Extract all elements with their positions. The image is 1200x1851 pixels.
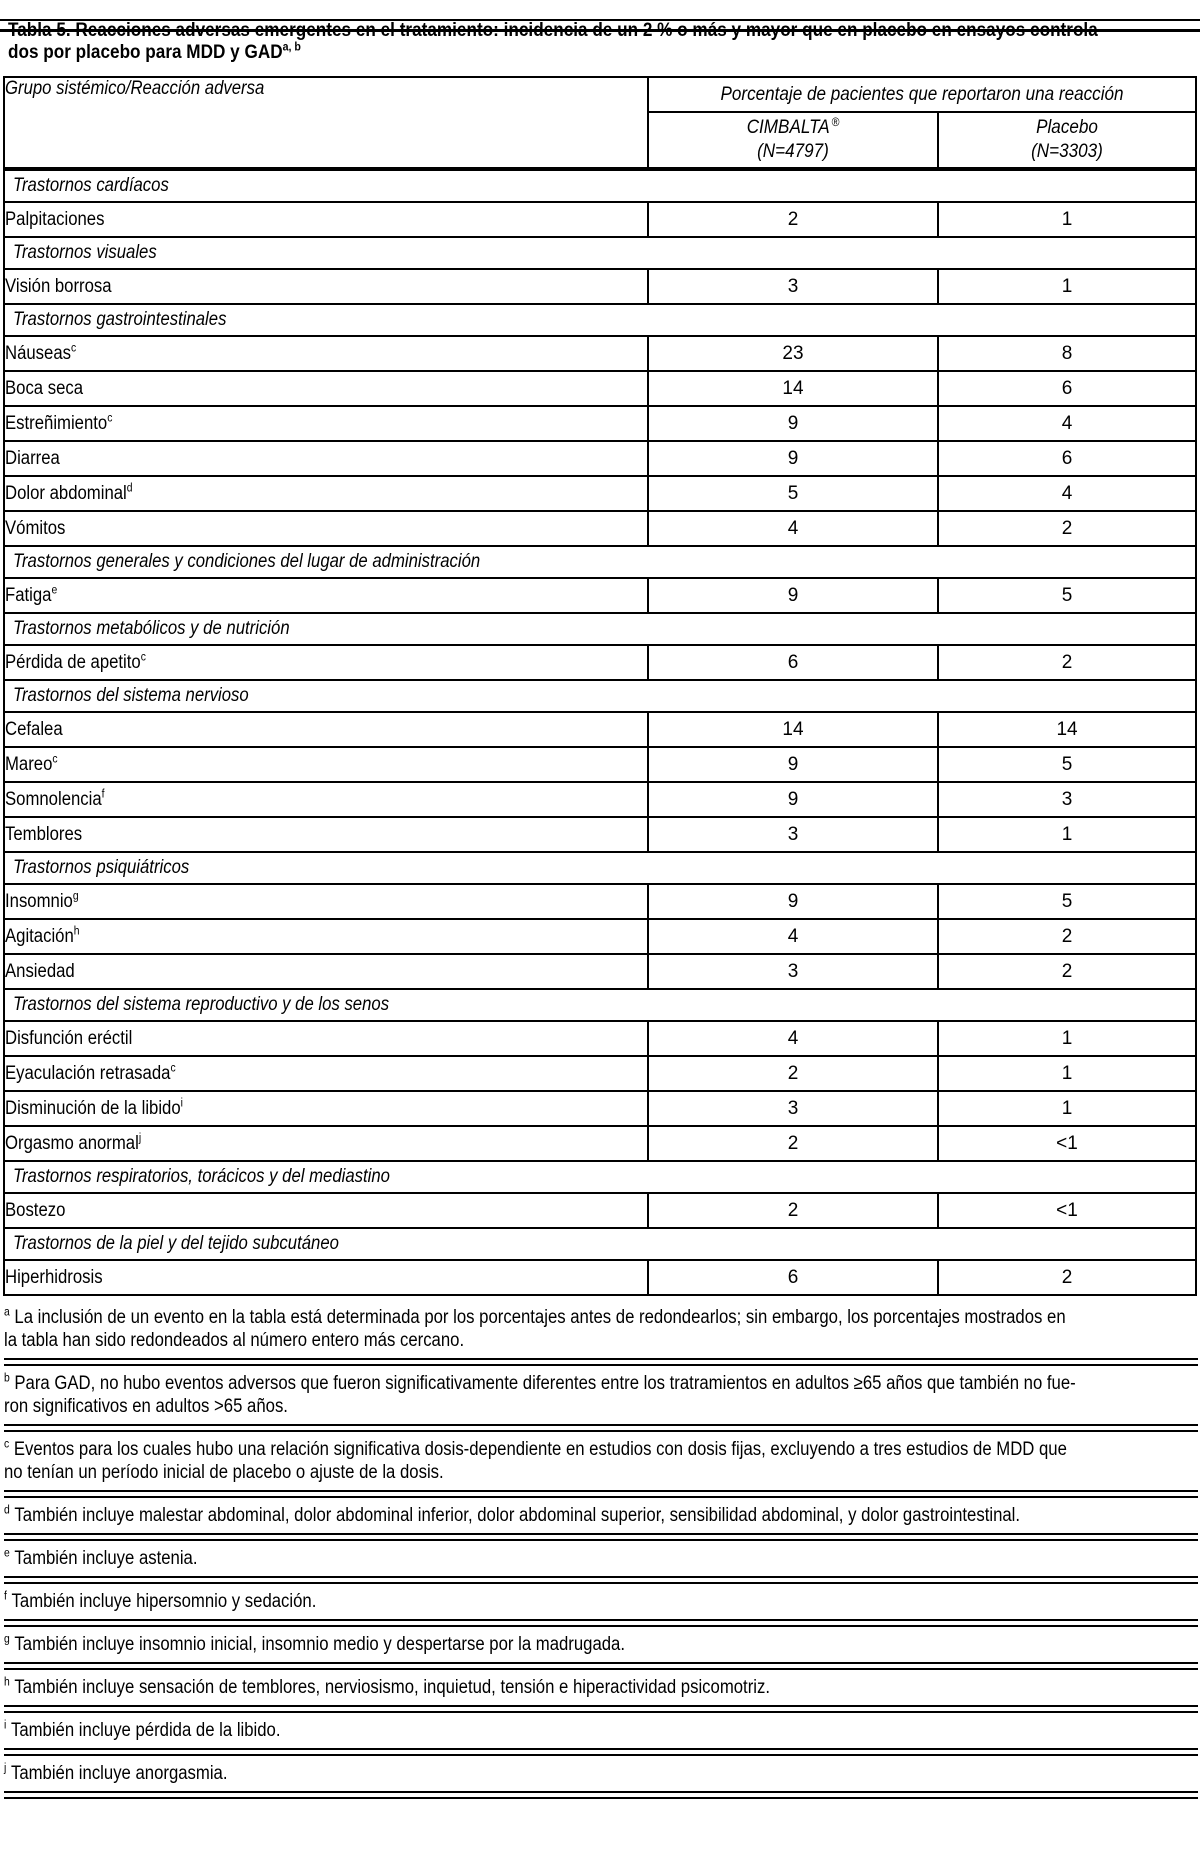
reaction-label: Ansiedad <box>4 954 648 989</box>
footnote-marker: i <box>180 1096 183 1110</box>
reaction-label: Orgasmo anormal$^j$ <box>4 1126 648 1161</box>
adverse-reaction-row <box>4 954 1196 989</box>
bottom-rule <box>4 1791 1198 1799</box>
placebo-value: 1 <box>938 1091 1196 1126</box>
separator-rule <box>4 1662 1198 1670</box>
adverse-reaction-row <box>4 1021 1196 1056</box>
footnote-marker: e <box>4 1546 10 1560</box>
footnote-a: $^a$ La inclusión de un evento en la tabla está determinada por los porcentajes antes de redondearlos; sin embargo, los porcentajes mostrados en la tabla han sido redondeados al número entero más cercano. <box>4 1305 1066 1351</box>
footnote-marker: j <box>138 1131 142 1145</box>
footnote-marker: c <box>4 1437 10 1451</box>
section-row <box>4 680 1196 712</box>
cymbalta-value: 9 <box>648 578 938 613</box>
cymbalta-value: 2 <box>648 1126 938 1161</box>
footnote-i: $^i$ También incluye pérdida de la libido. <box>4 1718 281 1741</box>
col-header-system-organ: Grupo sistémico/Reacción adversa <box>4 77 648 169</box>
adverse-reaction-row <box>4 371 1196 406</box>
reaction-label: Fatiga$^e$ <box>4 578 648 613</box>
section-label: Trastornos metabólicos y de nutrición <box>4 613 1196 645</box>
section-row <box>4 304 1196 336</box>
placebo-value: 3 <box>938 782 1196 817</box>
adverse-reaction-row <box>4 712 1196 747</box>
adverse-reaction-row <box>4 645 1196 680</box>
separator-rule <box>4 1576 1198 1584</box>
footnote-e: $^e$ También incluye astenia. <box>4 1546 198 1569</box>
placebo-value: <1 <box>938 1126 1196 1161</box>
footnote-marker: j <box>4 1761 7 1775</box>
footnotes <box>4 1302 1198 1799</box>
placebo-value: 5 <box>938 578 1196 613</box>
section-label: Trastornos gastrointestinales <box>4 304 1196 336</box>
footnote-h: $^h$ También incluye sensación de temblores, nerviosismo, inquietud, tensión e hiperactividad psicomotriz. <box>4 1675 770 1698</box>
footnote-marker: h <box>73 924 80 938</box>
cymbalta-value: 3 <box>648 954 938 989</box>
placebo-value: 6 <box>938 371 1196 406</box>
reaction-label: Eyaculación retrasada$^c$ <box>4 1056 648 1091</box>
adverse-reaction-row <box>4 269 1196 304</box>
cymbalta-value: 3 <box>648 1091 938 1126</box>
footnote-marker: a <box>4 1305 10 1319</box>
adverse-reaction-row <box>4 1056 1196 1091</box>
reaction-label: Cefalea <box>4 712 648 747</box>
adverse-reaction-row <box>4 782 1196 817</box>
reaction-label: Bostezo <box>4 1193 648 1228</box>
footnote-marker: f <box>101 787 105 801</box>
reaction-label: Dolor abdominal$^d$ <box>4 476 648 511</box>
reaction-label: Diarrea <box>4 441 648 476</box>
footnote-marker: c <box>52 752 58 766</box>
cymbalta-n: (N=4797) <box>757 141 829 162</box>
section-label: Trastornos generales y condiciones del lugar de administración <box>4 546 1196 578</box>
cymbalta-value: 2 <box>648 1193 938 1228</box>
separator-rule <box>4 1490 1198 1498</box>
placebo-value: 2 <box>938 1260 1196 1295</box>
reaction-label: Estreñimiento$^c$ <box>4 406 648 441</box>
table-title-line2: dos por placebo para MDD y GAD$^{a, b}$ <box>8 39 301 63</box>
cymbalta-value: 9 <box>648 747 938 782</box>
placebo-value: 2 <box>938 645 1196 680</box>
footnote-marker: c <box>170 1061 176 1075</box>
section-label: Trastornos de la piel y del tejido subcutáneo <box>4 1228 1196 1260</box>
footnote-marker: d <box>4 1503 10 1517</box>
footnote-j: $^j$ También incluye anorgasmia. <box>4 1761 228 1784</box>
section-label: Trastornos del sistema nervioso <box>4 680 1196 712</box>
reaction-label: Somnolencia$^f$ <box>4 782 648 817</box>
separator-rule <box>4 1358 1198 1366</box>
page <box>0 19 1200 1851</box>
section-row <box>4 613 1196 645</box>
reaction-label: Pérdida de apetito$^c$ <box>4 645 648 680</box>
adverse-reaction-row <box>4 747 1196 782</box>
section-label: Trastornos psiquiátricos <box>4 852 1196 884</box>
placebo-value: 1 <box>938 1021 1196 1056</box>
adverse-reactions-table <box>3 76 1197 1296</box>
cymbalta-value: 9 <box>648 782 938 817</box>
footnote-marker: c <box>107 411 113 425</box>
reaction-label: Temblores <box>4 817 648 852</box>
footnote-b: $^b$ Para GAD, no hubo eventos adversos que fueron significativamente diferentes entre los tratramientos en adultos ≥65 años que también no fue- ron significativos en adultos >65 años. <box>4 1371 1076 1417</box>
adverse-reaction-row <box>4 884 1196 919</box>
cymbalta-value: 4 <box>648 511 938 546</box>
reaction-label: Agitación$^h$ <box>4 919 648 954</box>
section-row <box>4 237 1196 269</box>
footnote-marker: i <box>4 1718 7 1732</box>
placebo-value: 4 <box>938 476 1196 511</box>
placebo-value: 14 <box>938 712 1196 747</box>
adverse-reaction-row <box>4 511 1196 546</box>
placebo-value: 2 <box>938 919 1196 954</box>
separator-rule <box>4 1619 1198 1627</box>
footnote-g: $^g$ También incluye insomnio inicial, insomnio medio y despertarse por la madrugada. <box>4 1632 626 1655</box>
section-row <box>4 1161 1196 1193</box>
placebo-value: 2 <box>938 511 1196 546</box>
adverse-reaction-row <box>4 1193 1196 1228</box>
cymbalta-value: 23 <box>648 336 938 371</box>
footnote-marker: b <box>4 1371 10 1385</box>
table-title-line1: Tabla 5. Reacciones adversas emergentes en el tratamiento: incidencia de un 2 % o más y mayor que en placebo en ensayos controla- <box>8 19 1104 41</box>
registered-trademark-icon: ® <box>831 115 840 129</box>
reaction-label: Mareo$^c$ <box>4 747 648 782</box>
cymbalta-value: 4 <box>648 1021 938 1056</box>
footnote-marker: e <box>51 583 58 597</box>
section-row <box>4 852 1196 884</box>
placebo-n: (N=3303) <box>1031 141 1103 162</box>
footnote-c: $^c$ Eventos para los cuales hubo una relación significativa dosis-dependiente en estudios con dosis fijas, excluyendo a tres estudios de MDD que no tenían un período inicial de placebo o ajuste de la dosis. <box>4 1437 1067 1483</box>
reaction-label: Náuseas$^c$ <box>4 336 648 371</box>
separator-rule <box>4 1705 1198 1713</box>
placebo-value: 8 <box>938 336 1196 371</box>
cymbalta-value: 6 <box>648 645 938 680</box>
placebo-value: 4 <box>938 406 1196 441</box>
reaction-label: Visión borrosa <box>4 269 648 304</box>
cymbalta-value: 9 <box>648 406 938 441</box>
placebo-value: 1 <box>938 817 1196 852</box>
adverse-reaction-row <box>4 919 1196 954</box>
placebo-value: 1 <box>938 202 1196 237</box>
section-row <box>4 546 1196 578</box>
footnote-marker: c <box>71 341 77 355</box>
reaction-label: Disminución de la libido$^i$ <box>4 1091 648 1126</box>
adverse-reaction-row <box>4 202 1196 237</box>
footnote-marker: c <box>140 650 146 664</box>
col-header-cymbalta: CIMBALTA ® (N=4797) <box>648 112 938 169</box>
separator-rule <box>4 1424 1198 1432</box>
reaction-label: Palpitaciones <box>4 202 648 237</box>
cymbalta-value: 3 <box>648 817 938 852</box>
cymbalta-value: 2 <box>648 1056 938 1091</box>
adverse-reaction-row <box>4 1260 1196 1295</box>
col-header-placebo: Placebo (N=3303) <box>938 112 1196 169</box>
separator-rule <box>4 1533 1198 1541</box>
cymbalta-value: 2 <box>648 202 938 237</box>
adverse-reaction-row <box>4 406 1196 441</box>
placebo-value: 6 <box>938 441 1196 476</box>
cymbalta-value: 6 <box>648 1260 938 1295</box>
adverse-reaction-row <box>4 578 1196 613</box>
cymbalta-value: 9 <box>648 441 938 476</box>
reaction-label: Hiperhidrosis <box>4 1260 648 1295</box>
adverse-reaction-row <box>4 336 1196 371</box>
footnote-f: $^f$ También incluye hipersomnio y sedación. <box>4 1589 317 1612</box>
section-label: Trastornos visuales <box>4 237 1196 269</box>
cymbalta-value: 4 <box>648 919 938 954</box>
cymbalta-value: 3 <box>648 269 938 304</box>
table-title <box>8 19 1194 63</box>
section-label: Trastornos respiratorios, torácicos y del mediastino <box>4 1161 1196 1193</box>
placebo-value: 1 <box>938 269 1196 304</box>
reaction-label: Vómitos <box>4 511 648 546</box>
placebo-value: <1 <box>938 1193 1196 1228</box>
section-label: Trastornos del sistema reproductivo y de los senos <box>4 989 1196 1021</box>
section-row <box>4 989 1196 1021</box>
placebo-value: 1 <box>938 1056 1196 1091</box>
separator-rule <box>4 1748 1198 1756</box>
section-row <box>4 1228 1196 1260</box>
footnote-marker: a, b <box>282 39 301 54</box>
footnote-marker: g <box>4 1632 10 1646</box>
adverse-reaction-row <box>4 1091 1196 1126</box>
adverse-reaction-row <box>4 476 1196 511</box>
adverse-reaction-row <box>4 1126 1196 1161</box>
reaction-label: Insomnio$^g$ <box>4 884 648 919</box>
cymbalta-value: 5 <box>648 476 938 511</box>
footnote-marker: g <box>72 889 79 903</box>
header-row-group <box>4 77 1196 112</box>
col-header-percentage: Porcentaje de pacientes que reportaron una reacción <box>648 77 1196 112</box>
placebo-value: 5 <box>938 747 1196 782</box>
reaction-label: Disfunción eréctil <box>4 1021 648 1056</box>
section-label: Trastornos cardíacos <box>4 169 1196 202</box>
cymbalta-value: 14 <box>648 371 938 406</box>
footnote-d: $^d$ También incluye malestar abdominal, dolor abdominal inferior, dolor abdominal superior, sensibilidad abdominal, y dolor gastrointestinal. <box>4 1503 1021 1526</box>
footnote-marker: d <box>126 481 133 495</box>
cymbalta-value: 9 <box>648 884 938 919</box>
placebo-value: 2 <box>938 954 1196 989</box>
placebo-value: 5 <box>938 884 1196 919</box>
reaction-label: Boca seca <box>4 371 648 406</box>
cymbalta-value: 14 <box>648 712 938 747</box>
adverse-reaction-row <box>4 441 1196 476</box>
footnote-marker: f <box>4 1589 7 1603</box>
footnote-marker: h <box>4 1675 10 1689</box>
adverse-reaction-row <box>4 817 1196 852</box>
section-row <box>4 169 1196 202</box>
